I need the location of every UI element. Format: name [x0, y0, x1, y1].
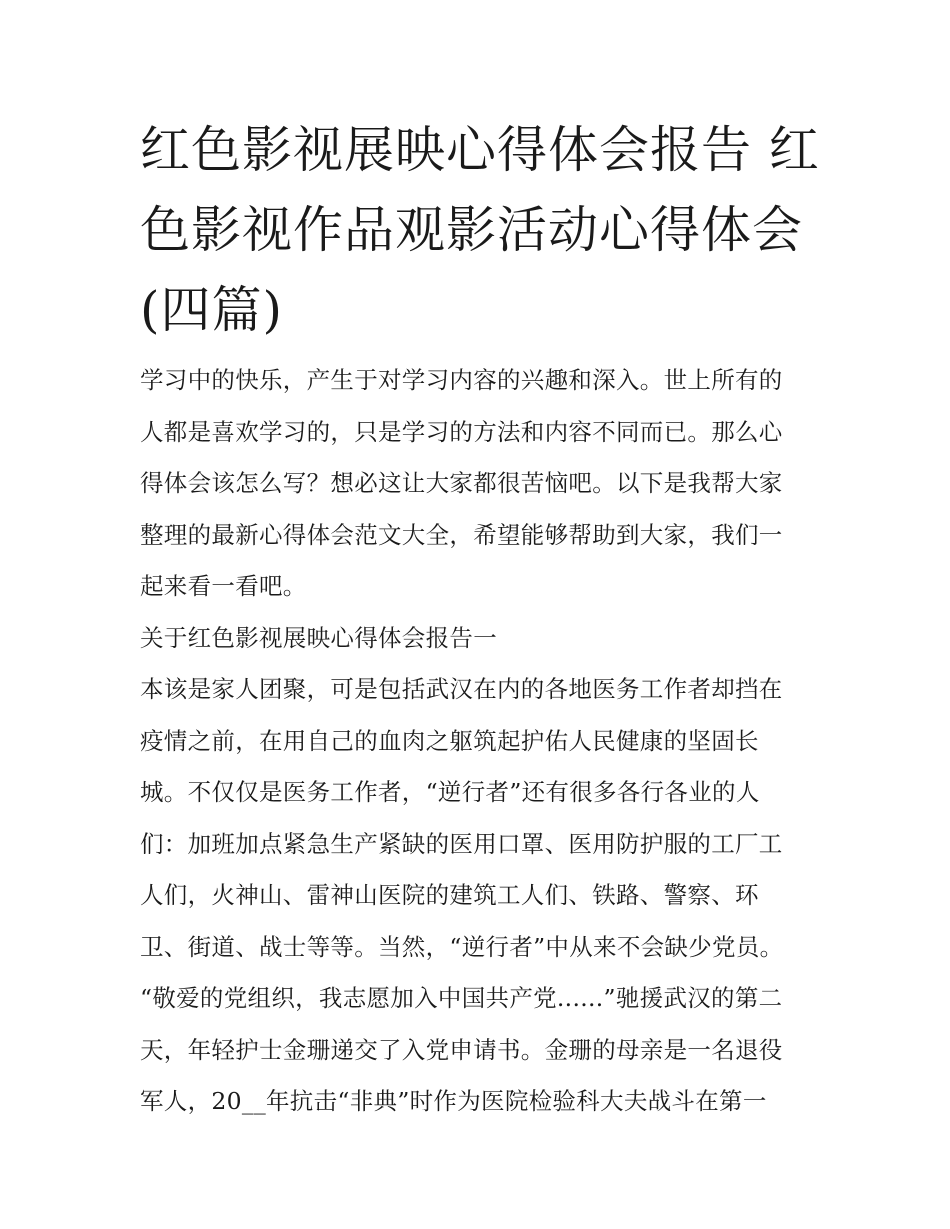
- section-line-8: 天，年轻护士金珊递交了入党申请书。金珊的母亲是一名退役: [140, 1035, 783, 1064]
- intro-line-4: 整理的最新心得体会范文大全，希望能够帮助到大家，我们一: [140, 520, 783, 549]
- section-line-2: 疫情之前，在用自己的血肉之躯筑起护佑人民健康的坚固长: [140, 726, 759, 755]
- section-line-3: 城。不仅仅是医务工作者，“逆行者”还有很多各行各业的人: [140, 778, 760, 806]
- intro-line-2: 人都是喜欢学习的，只是学习的方法和内容不同而已。那么心: [140, 417, 783, 446]
- section-line-5: 人们，火神山、雷神山医院的建筑工人们、铁路、警察、环: [140, 881, 759, 909]
- intro-line-1: 学习中的快乐，产生于对学习内容的兴趣和深入。世上所有的: [140, 366, 783, 394]
- title-line-3: (四篇): [140, 281, 284, 339]
- section-line-6: 卫、街道、战士等等。当然，“逆行者”中从来不会缺少党员。: [140, 932, 784, 961]
- section-line-1: 本该是家人团聚，可是包括武汉在内的各地医务工作者却挡在: [140, 675, 783, 703]
- title-line-2: 色影视作品观影活动心得体会: [140, 201, 803, 259]
- intro-line-5: 起来看一看吧。: [140, 572, 307, 600]
- section-line-4: 们：加班加点紧急生产紧缺的医用口罩、医用防护服的工厂工: [140, 829, 783, 858]
- intro-line-3: 得体会该怎么写？想必这让大家都很苦恼吧。以下是我帮大家: [140, 469, 783, 497]
- title-line-1: 红色影视展映心得体会报告 红: [140, 121, 820, 179]
- section-heading: 关于红色影视展映心得体会报告一: [140, 623, 497, 652]
- section-line-7: “敬爱的党组织，我志愿加入中国共产党......”驰援武汉的第二: [140, 984, 783, 1012]
- document-title: [140, 110, 820, 350]
- document-body: [140, 355, 820, 1128]
- section-line-9: 军人，20__年抗击“非典”时作为医院检验科大夫战斗在第一: [140, 1087, 767, 1115]
